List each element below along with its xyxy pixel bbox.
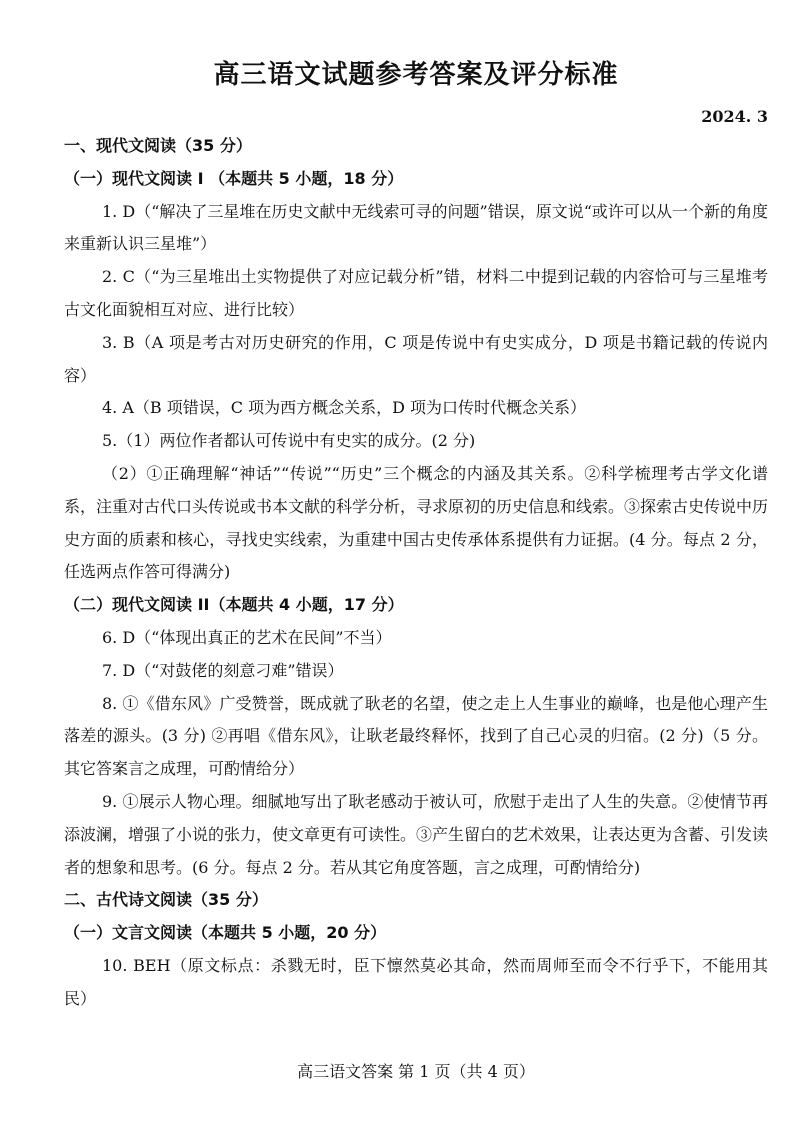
- answer-q10: 10. BEH（原文标点：杀戮无时，臣下懔然莫必其命，然而周师至而令不行乎下，不能用其民）: [64, 955, 768, 1008]
- answer-q6: 6. D（“体现出真正的艺术在民间”不当）: [102, 627, 392, 647]
- answer-q5-part1: 5.（1）两位作者都认可传说中有史实的成分。(2 分): [102, 431, 476, 451]
- answer-q3: 3. B（A 项是考古对历史研究的作用，C 项是传说中有史实成分，D 项是书籍记载的传说内容）: [64, 332, 768, 385]
- answer-q5-part2: （2）①正确理解“神话”“传说”“历史”三个概念的内涵及其关系。②科学梳理考古学文化谱系，注重对古代口头传说或书本文献的科学分析，寻求原初的历史信息和线索。③探索古史传说中历史方面的质素和核心，寻找史实线索，为重建中国古史传承体系提供有力证据。(4 分。每点 2 分，任选两点作答可得满分): [64, 463, 769, 582]
- answer-q2: 2. C（“为三星堆出土实物提供了对应记载分析”错，材料二中提到记载的内容恰可与三星堆考古文化面貌相互对应、进行比较）: [64, 267, 768, 319]
- subsection-heading-modern-reading-2: （二）现代文阅读 II（本题共 4 小题，17 分）: [64, 595, 404, 615]
- section-heading-modern-reading: 一、现代文阅读（35 分）: [64, 136, 252, 155]
- answer-q8: 8. ①《借东风》广受赞誉，既成就了耿老的名望，使之走上人生事业的巅峰，也是他心理产生落差的源头。(3 分) ②再唱《借东风》，让耿老最终释怀，找到了自己心灵的归宿。(2 分)（5 分。其它答案言之成理，可酌情给分）: [64, 693, 768, 779]
- answer-q4: 4. A（B 项错误，C 项为西方概念关系，D 项为口传时代概念关系）: [102, 398, 586, 418]
- exam-date: 2024. 3: [701, 107, 768, 126]
- answer-q1: 1. D（“解决了三星堆在历史文献中无线索可寻的问题”错误，原文说“或许可以从一个新的角度来重新认识三星堆”）: [64, 201, 768, 254]
- answer-body: [64, 130, 768, 1016]
- section-heading-classical-reading: 二、古代诗文阅读（35 分）: [64, 890, 268, 910]
- answer-q9: 9. ①展示人物心理。细腻地写出了耿老感动于被认可，欣慰于走出了人生的失意。②使情节再添波澜，增强了小说的张力，使文章更有可读性。③产生留白的艺术效果，让表达更为含蓄、引发读者的想象和思考。(6 分。每点 2 分。若从其它角度答题，言之成理，可酌情给分): [64, 791, 769, 877]
- subsection-heading-modern-reading-1: （一）现代文阅读 I （本题共 5 小题，18 分）: [64, 168, 404, 188]
- subsection-heading-classical-prose: （一）文言文阅读（本题共 5 小题，20 分）: [64, 923, 387, 943]
- answer-q7: 7. D（“对鼓佬的刻意刁难”错误）: [102, 660, 344, 680]
- answer-sheet-page: [64, 0, 768, 1123]
- page-footer: 高三语文答案 第 1 页（共 4 页）: [297, 1062, 535, 1081]
- page-title: 高三语文试题参考答案及评分标准: [213, 60, 619, 90]
